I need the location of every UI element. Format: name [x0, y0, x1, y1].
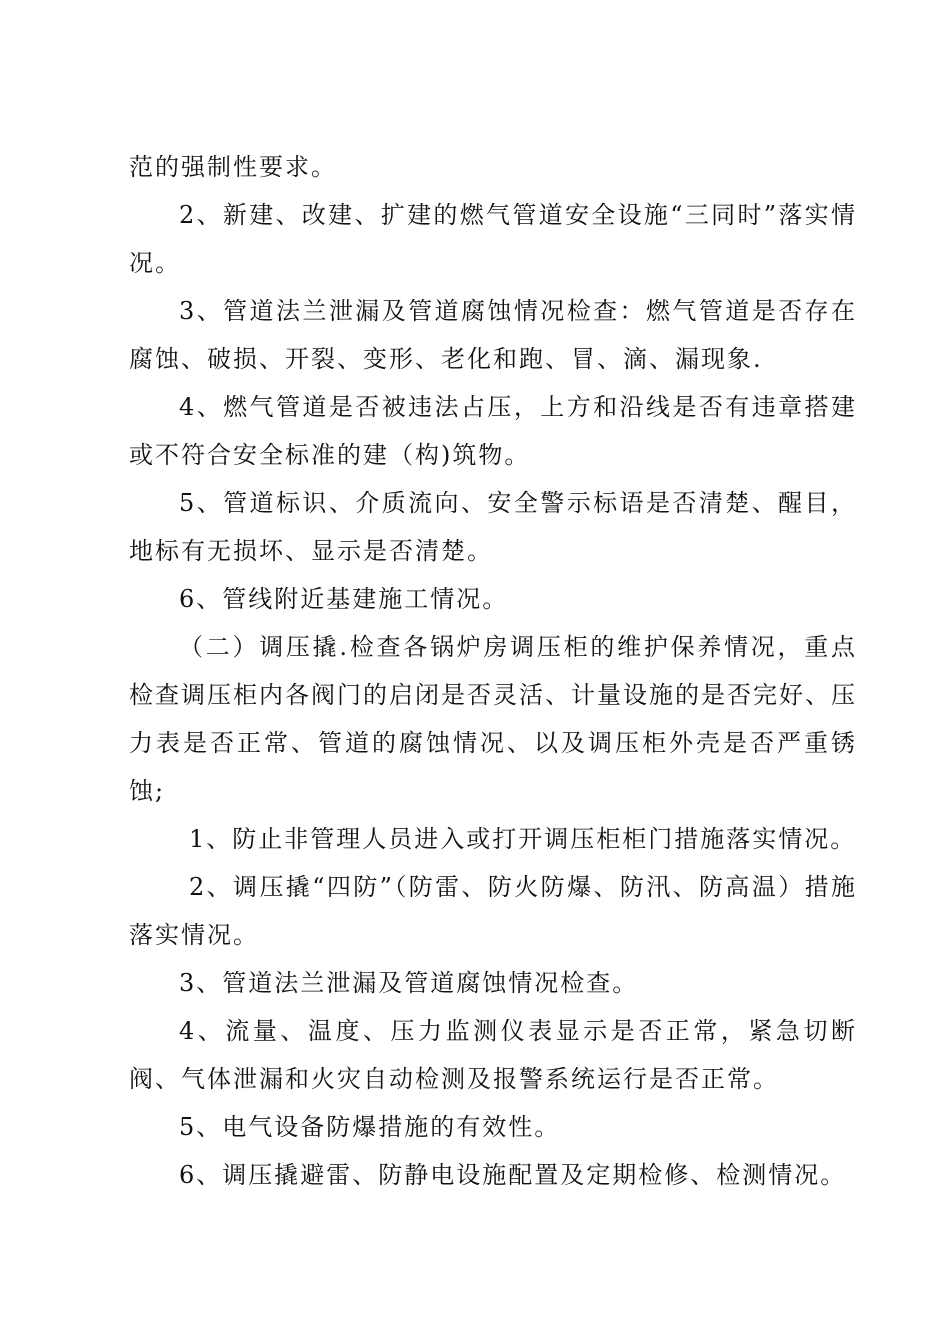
paragraph-section-2: （二）调压撬.检查各锅炉房调压柜的维护保养情况，重点检查调压柜内各阀门的启闭是否灵活、计量设施的是否完好、压力表是否正常、管道的腐蚀情况、以及调压柜外壳是否严重锈蚀;	[129, 633, 857, 805]
paragraph-sub-item-1: 1、防止非管理人员进入或打开调压柜柜门措施落实情况。	[189, 825, 857, 853]
paragraph-item-2: 2、新建、改建、扩建的燃气管道安全设施“三同时”落实情况。	[129, 201, 857, 277]
paragraph-item-5: 5、管道标识、介质流向、安全警示标语是否清楚、醒目，地标有无损坏、显示是否清楚。	[129, 489, 857, 565]
document-body	[129, 143, 857, 1199]
paragraph-sub-item-3: 3、管道法兰泄漏及管道腐蚀情况检查。	[179, 969, 639, 997]
paragraph-continuation: 范的强制性要求。	[129, 153, 337, 181]
paragraph-item-4: 4、燃气管道是否被违法占压，上方和沿线是否有违章搭建或不符合安全标准的建（构)筑物。	[129, 393, 857, 469]
paragraph-item-3: 3、管道法兰泄漏及管道腐蚀情况检查：燃气管道是否存在腐蚀、破损、开裂、变形、老化和跑、冒、滴、漏现象.	[129, 297, 857, 373]
paragraph-item-6: 6、管线附近基建施工情况。	[179, 585, 509, 613]
paragraph-sub-item-6: 6、调压撬避雷、防静电设施配置及定期检修、检测情况。	[179, 1161, 847, 1189]
paragraph-sub-item-4: 4、流量、温度、压力监测仪表显示是否正常，紧急切断阀、气体泄漏和火灾自动检测及报警系统运行是否正常。	[129, 1017, 857, 1093]
paragraph-sub-item-2: 2、调压撬“四防”（防雷、防火防爆、防汛、防高温）措施落实情况。	[129, 873, 857, 949]
paragraph-sub-item-5: 5、电气设备防爆措施的有效性。	[179, 1113, 561, 1141]
